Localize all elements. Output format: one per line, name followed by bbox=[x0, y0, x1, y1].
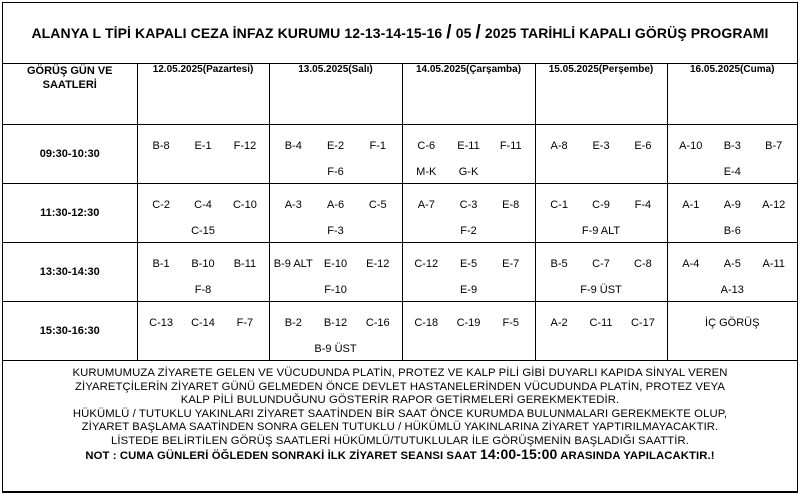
ward-code: F-8 bbox=[194, 284, 212, 296]
day-header: 14.05.2025(Çarşamba) bbox=[402, 64, 535, 125]
visit-schedule-document bbox=[2, 2, 798, 493]
schedule-cell bbox=[137, 302, 269, 361]
ward-code: C-14 bbox=[191, 317, 215, 329]
time-slot: 13:30-14:30 bbox=[3, 243, 137, 302]
ward-code: C-19 bbox=[456, 317, 481, 329]
ward-code: F-6 bbox=[327, 166, 344, 178]
ward-code: C-4 bbox=[194, 199, 212, 211]
ward-code: F-2 bbox=[460, 225, 477, 237]
ward-code: C-3 bbox=[459, 199, 478, 211]
ward-code: B-9 ALT bbox=[273, 258, 313, 270]
ward-code: F-5 bbox=[502, 317, 519, 329]
ward-code: A-3 bbox=[284, 199, 302, 211]
ward-code: B-1 bbox=[152, 258, 170, 270]
day-header: 12.05.2025(Pazartesi) bbox=[137, 64, 269, 125]
ward-code: C-11 bbox=[589, 317, 613, 329]
ward-code: A-8 bbox=[550, 140, 568, 152]
ward-code: E-10 bbox=[323, 258, 348, 270]
ward-code: B-4 bbox=[284, 140, 302, 152]
ward-code: B-6 bbox=[723, 225, 741, 237]
ward-code: A-2 bbox=[550, 317, 568, 329]
schedule-cell bbox=[269, 125, 402, 184]
schedule-cell bbox=[535, 184, 667, 243]
schedule-cell bbox=[402, 125, 535, 184]
schedule-cell bbox=[535, 302, 667, 361]
ward-code: C-17 bbox=[630, 317, 655, 329]
title-part1: ALANYA L TİPİ KAPALI CEZA İNFAZ KURUMU 12-13-14-15-16 bbox=[31, 25, 443, 41]
schedule-row bbox=[3, 302, 797, 361]
ward-code: B-10 bbox=[191, 258, 215, 270]
schedule-cell bbox=[667, 125, 797, 184]
ward-code: A-10 bbox=[679, 140, 703, 152]
ward-code: B-8 bbox=[152, 140, 170, 152]
schedule-row bbox=[3, 125, 797, 184]
notes-cell bbox=[3, 361, 797, 492]
ward-code: C-5 bbox=[368, 199, 387, 211]
table-header-row bbox=[3, 64, 797, 125]
ward-code: A-12 bbox=[762, 199, 786, 211]
ward-code: F-1 bbox=[369, 140, 386, 152]
ward-code: F-4 bbox=[634, 199, 652, 211]
notes-text: KURUMUMUZA ZİYARETE GELEN VE VÜCUDUNDA PLATİN, PROTEZ VE KALP PİLİ GİBİ DUYARLI KAPIDA SİNYAL VEREN ZİYARETÇİLERİN ZİYARET GÜNÜ GELMEDEN ÖNCE DEVLET HASTANELERİNDEN VÜCUDUNDA PLATİN, PROTEZ VEYA KALP PİLİ BULUNDUĞUNU GÖSTERİR RAPOR GETİRMELERİ GEREKMEKTEDİR. HÜKÜMLÜ / TUTUKLU YAKINLARI ZİYARET SAATİNDEN BİR SAAT ÖNCE KURUMDA BULUNMALARI GEREKMEKTE OLUP, ZİYARET BAŞLAMA SAATİNDEN SONRA GELEN TUTUKLU / HÜKÜMLÜ YAKINLARINA ZİYARET YAPTIRILMAYACAKTIR. LİSTEDE BELİRTİLEN GÖRÜŞ SAATLERİ HÜKÜMLÜ/TUTUKLULAR İLE GÖRÜŞMENİN BAŞLADIĞI SAATTİR. NOT : CUMA GÜNLERİ ÖĞLEDEN SONRAKİ İLK ZİYARET SEANSI SAAT 14:00-15:00 ARASINDA YAPILACAKTIR.! bbox=[3, 361, 797, 464]
ward-code: G-K bbox=[458, 166, 479, 178]
ward-code: E-9 bbox=[459, 284, 478, 296]
ward-code: A-11 bbox=[762, 258, 785, 270]
ward-code: İÇ GÖRÜŞ bbox=[705, 317, 760, 329]
ward-code: A-1 bbox=[682, 199, 700, 211]
ward-code: E-7 bbox=[502, 258, 520, 270]
friday-note-time: 14:00-15:00 bbox=[480, 446, 558, 462]
ward-code: C-10 bbox=[232, 199, 257, 211]
ward-code: A-5 bbox=[723, 258, 741, 270]
ward-code: E-5 bbox=[459, 258, 478, 270]
schedule-cell bbox=[402, 302, 535, 361]
ward-code: B-7 bbox=[765, 140, 783, 152]
schedule-row bbox=[3, 184, 797, 243]
time-slot: 09:30-10:30 bbox=[3, 125, 137, 184]
schedule-row bbox=[3, 243, 797, 302]
ward-code: B-2 bbox=[284, 317, 302, 329]
ward-code: E-3 bbox=[592, 140, 610, 152]
ward-code: C-7 bbox=[592, 258, 610, 270]
ward-code: F-11 bbox=[499, 140, 522, 152]
day-header: 13.05.2025(Salı) bbox=[269, 64, 402, 125]
ward-code: B-5 bbox=[550, 258, 568, 270]
time-column-header: GÖRÜŞ GÜN VE SAATLERİ bbox=[3, 64, 137, 125]
schedule-cell bbox=[137, 125, 269, 184]
ward-code: A-9 bbox=[723, 199, 741, 211]
schedule-cell bbox=[137, 243, 269, 302]
schedule-cell bbox=[402, 184, 535, 243]
ward-code: E-12 bbox=[366, 258, 390, 270]
ward-code: F-12 bbox=[233, 140, 257, 152]
ward-code: B-3 bbox=[723, 140, 741, 152]
day-header: 16.05.2025(Cuma) bbox=[667, 64, 797, 125]
title-part2: 2025 TARİHLİ KAPALI GÖRÜŞ PROGRAMI bbox=[484, 25, 769, 41]
ward-code: F-7 bbox=[236, 317, 254, 329]
ward-code: C-9 bbox=[592, 199, 610, 211]
ward-code: E-2 bbox=[326, 140, 345, 152]
friday-note: NOT : CUMA GÜNLERİ ÖĞLEDEN SONRAKİ İLK ZİYARET SEANSI SAAT 14:00-15:00 ARASINDA YAPILACAKTIR.! bbox=[85, 446, 715, 462]
ward-code: C-1 bbox=[550, 199, 568, 211]
schedule-cell bbox=[535, 125, 667, 184]
ward-code: C-6 bbox=[417, 140, 436, 152]
ward-code: B-9 ÜST bbox=[314, 343, 357, 355]
ward-code: C-18 bbox=[414, 317, 439, 329]
ward-code: C-2 bbox=[152, 199, 170, 211]
title-slash-2: / bbox=[475, 22, 481, 43]
schedule-cell bbox=[535, 243, 667, 302]
ward-code: E-11 bbox=[457, 140, 480, 152]
ward-code: F-9 ÜST bbox=[580, 284, 622, 296]
time-slot: 15:30-16:30 bbox=[3, 302, 137, 361]
ward-code: E-1 bbox=[194, 140, 212, 152]
ward-code: F-10 bbox=[324, 284, 347, 296]
ward-code: A-4 bbox=[682, 258, 700, 270]
schedule-cell bbox=[667, 243, 797, 302]
ward-code: C-8 bbox=[634, 258, 652, 270]
ward-code: E-8 bbox=[502, 199, 520, 211]
day-header: 15.05.2025(Perşembe) bbox=[535, 64, 667, 125]
ward-code: B-12 bbox=[323, 317, 348, 329]
ward-code: F-3 bbox=[327, 225, 344, 237]
ward-code: C-12 bbox=[414, 258, 439, 270]
ward-code: E-4 bbox=[723, 166, 741, 178]
ward-code: M-K bbox=[416, 166, 437, 178]
document-title bbox=[3, 3, 797, 64]
schedule-cell bbox=[667, 302, 797, 361]
schedule-table bbox=[3, 64, 797, 492]
ward-code: C-13 bbox=[149, 317, 173, 329]
ward-code: E-6 bbox=[634, 140, 652, 152]
ward-code: B-11 bbox=[233, 258, 257, 270]
ward-code: F-9 ALT bbox=[581, 225, 621, 237]
time-slot: 11:30-12:30 bbox=[3, 184, 137, 243]
schedule-cell bbox=[402, 243, 535, 302]
ward-code: A-13 bbox=[720, 284, 744, 296]
title-month: 05 bbox=[455, 25, 472, 41]
schedule-cell bbox=[269, 243, 402, 302]
ward-code: A-7 bbox=[417, 199, 435, 211]
schedule-cell bbox=[269, 302, 402, 361]
ward-code: C-16 bbox=[365, 317, 390, 329]
schedule-cell bbox=[269, 184, 402, 243]
ward-code: A-6 bbox=[326, 199, 345, 211]
schedule-cell bbox=[667, 184, 797, 243]
title-slash-1: / bbox=[446, 22, 452, 43]
schedule-cell bbox=[137, 184, 269, 243]
ward-code: C-15 bbox=[191, 225, 215, 237]
